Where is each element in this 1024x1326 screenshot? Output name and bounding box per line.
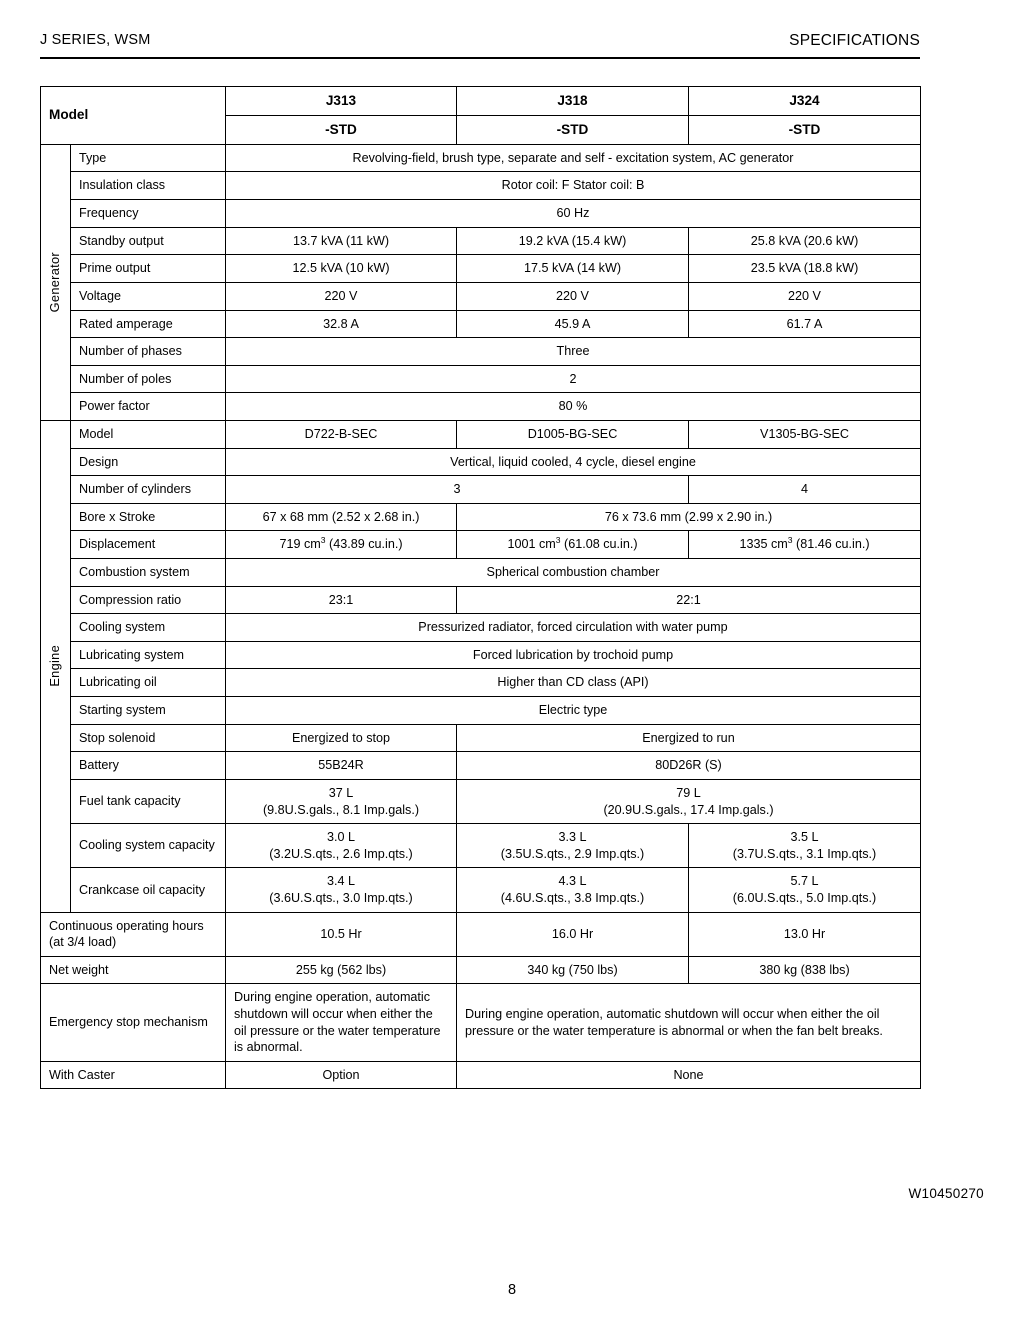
table-row — [41, 282, 921, 310]
row-value: Spherical combustion chamber — [226, 559, 921, 587]
page-number: 8 — [507, 1282, 517, 1298]
row-value: 60 Hz — [226, 200, 921, 228]
row-value: 3.3 L (3.5U.S.qts., 2.9 Imp.qts.) — [457, 824, 689, 868]
row-value: 55B24R — [226, 752, 457, 780]
row-value: During engine operation, automatic shutdown will occur when either the oil pressure or the water temperature is abnormal or when the fan belt breaks. — [457, 984, 921, 1061]
row-value: 2 — [226, 365, 921, 393]
table-row — [41, 984, 921, 1061]
row-label: Stop solenoid — [71, 724, 226, 752]
row-label: Insulation class — [71, 172, 226, 200]
group-label-engine-text: Engine — [47, 645, 63, 688]
header-model-label: Model — [41, 87, 226, 145]
row-value: D722-B-SEC — [226, 420, 457, 448]
row-value: 37 L (9.8U.S.gals., 8.1 Imp.gals.) — [226, 779, 457, 823]
row-value: 32.8 A — [226, 310, 457, 338]
row-value: 220 V — [457, 282, 689, 310]
table-row — [41, 586, 921, 614]
row-value: 380 kg (838 lbs) — [689, 956, 921, 984]
header-variant-j313: -STD — [226, 115, 457, 144]
table-row — [41, 641, 921, 669]
row-value: 13.0 Hr — [689, 912, 921, 956]
row-label: Combustion system — [71, 559, 226, 587]
row-value: 13.7 kVA (11 kW) — [226, 227, 457, 255]
table-row — [41, 1061, 921, 1089]
row-value: 25.8 kVA (20.6 kW) — [689, 227, 921, 255]
row-value: 1001 $cm^3$ (61.08 cu.in.) — [457, 531, 689, 559]
specifications-table — [40, 86, 921, 1089]
row-label: Rated amperage — [71, 310, 226, 338]
table-row — [41, 559, 921, 587]
row-value: Electric type — [226, 697, 921, 725]
row-value: During engine operation, automatic shutdown will occur when either the oil pressure or the water temperature is abnormal. — [226, 984, 457, 1061]
row-value: Energized to stop — [226, 724, 457, 752]
table-row — [41, 365, 921, 393]
row-value: Pressurized radiator, forced circulation with water pump — [226, 614, 921, 642]
row-value: 12.5 kVA (10 kW) — [226, 255, 457, 283]
row-label: Crankcase oil capacity — [71, 868, 226, 912]
row-value: 16.0 Hr — [457, 912, 689, 956]
row-label: Prime output — [71, 255, 226, 283]
row-value: 220 V — [689, 282, 921, 310]
row-value: Higher than CD class (API) — [226, 669, 921, 697]
row-value: 23.5 kVA (18.8 kW) — [689, 255, 921, 283]
table-row — [41, 531, 921, 559]
row-value: Vertical, liquid cooled, 4 cycle, diesel engine — [226, 448, 921, 476]
row-value: Forced lubrication by trochoid pump — [226, 641, 921, 669]
row-label: Power factor — [71, 393, 226, 421]
row-value: 3.4 L (3.6U.S.qts., 3.0 Imp.qts.) — [226, 868, 457, 912]
row-value: 3.5 L (3.7U.S.qts., 3.1 Imp.qts.) — [689, 824, 921, 868]
table-row — [41, 724, 921, 752]
row-value: 19.2 kVA (15.4 kW) — [457, 227, 689, 255]
row-value: V1305-BG-SEC — [689, 420, 921, 448]
row-value: 23:1 — [226, 586, 457, 614]
row-value: D1005-BG-SEC — [457, 420, 689, 448]
table-row — [41, 503, 921, 531]
row-label: Design — [71, 448, 226, 476]
header-variant-j324: -STD — [689, 115, 921, 144]
table-row — [41, 255, 921, 283]
header-model-j324: J324 — [689, 87, 921, 116]
row-value: 4.3 L (4.6U.S.qts., 3.8 Imp.qts.) — [457, 868, 689, 912]
row-value: 255 kg (562 lbs) — [226, 956, 457, 984]
table-row — [41, 338, 921, 366]
row-label: With Caster — [41, 1061, 226, 1089]
row-label: Net weight — [41, 956, 226, 984]
table-row — [41, 310, 921, 338]
row-value: 45.9 A — [457, 310, 689, 338]
row-label: Fuel tank capacity — [71, 779, 226, 823]
table-row — [41, 448, 921, 476]
header-variant-j318: -STD — [457, 115, 689, 144]
table-row — [41, 420, 921, 448]
row-label: Bore x Stroke — [71, 503, 226, 531]
row-value: None — [457, 1061, 921, 1089]
row-label: Number of poles — [71, 365, 226, 393]
table-row — [41, 172, 921, 200]
row-value: 61.7 A — [689, 310, 921, 338]
row-value: Energized to run — [457, 724, 921, 752]
row-label: Starting system — [71, 697, 226, 725]
running-head-rule — [40, 57, 920, 59]
document-code: W10450270 — [908, 1186, 984, 1201]
row-value: 4 — [689, 476, 921, 504]
row-value: 76 x 73.6 mm (2.99 x 2.90 in.) — [457, 503, 921, 531]
row-value: 80 % — [226, 393, 921, 421]
header-model-j318: J318 — [457, 87, 689, 116]
table-row — [41, 868, 921, 912]
row-value: 1335 $cm^3$ (81.46 cu.in.) — [689, 531, 921, 559]
row-value: Revolving-field, brush type, separate and self - excitation system, AC generator — [226, 144, 921, 172]
row-value: Option — [226, 1061, 457, 1089]
row-value: 10.5 Hr — [226, 912, 457, 956]
row-label: Number of cylinders — [71, 476, 226, 504]
group-label-engine — [41, 420, 71, 912]
running-head-right: SPECIFICATIONS — [789, 32, 920, 49]
table-row — [41, 614, 921, 642]
row-value: 5.7 L (6.0U.S.qts., 5.0 Imp.qts.) — [689, 868, 921, 912]
row-value: 220 V — [226, 282, 457, 310]
running-head — [40, 32, 920, 64]
header-model-j313: J313 — [226, 87, 457, 116]
table-row — [41, 200, 921, 228]
row-label: Emergency stop mechanism — [41, 984, 226, 1061]
row-label: Number of phases — [71, 338, 226, 366]
row-label: Cooling system capacity — [71, 824, 226, 868]
row-label: Battery — [71, 752, 226, 780]
table-row — [41, 669, 921, 697]
row-value: 340 kg (750 lbs) — [457, 956, 689, 984]
row-label: Cooling system — [71, 614, 226, 642]
row-label: Type — [71, 144, 226, 172]
table-row — [41, 779, 921, 823]
row-value: 3 — [226, 476, 689, 504]
table-row — [41, 144, 921, 172]
row-value: 22:1 — [457, 586, 921, 614]
table-row — [41, 697, 921, 725]
group-label-generator — [41, 144, 71, 420]
table-row — [41, 956, 921, 984]
row-label: Voltage — [71, 282, 226, 310]
row-label: Standby output — [71, 227, 226, 255]
row-value: Rotor coil: F Stator coil: B — [226, 172, 921, 200]
running-head-left: J SERIES, WSM — [40, 32, 151, 48]
row-value: 80D26R (S) — [457, 752, 921, 780]
table-row — [41, 393, 921, 421]
table-row — [41, 752, 921, 780]
group-label-generator-text: Generator — [47, 252, 63, 313]
row-value: 3.0 L (3.2U.S.qts., 2.6 Imp.qts.) — [226, 824, 457, 868]
row-label: Lubricating oil — [71, 669, 226, 697]
row-label: Lubricating system — [71, 641, 226, 669]
table-row — [41, 824, 921, 868]
row-label: Displacement — [71, 531, 226, 559]
row-value: 79 L (20.9U.S.gals., 17.4 Imp.gals.) — [457, 779, 921, 823]
row-label: Frequency — [71, 200, 226, 228]
row-label: Continuous operating hours (at 3/4 load) — [41, 912, 226, 956]
row-value: 67 x 68 mm (2.52 x 2.68 in.) — [226, 503, 457, 531]
row-value: 17.5 kVA (14 kW) — [457, 255, 689, 283]
table-row — [41, 476, 921, 504]
row-label: Model — [71, 420, 226, 448]
row-value: Three — [226, 338, 921, 366]
row-label: Compression ratio — [71, 586, 226, 614]
table-row — [41, 912, 921, 956]
table-row — [41, 227, 921, 255]
table-header-model-row — [41, 87, 921, 116]
row-value: 719 $cm^3$ (43.89 cu.in.) — [226, 531, 457, 559]
